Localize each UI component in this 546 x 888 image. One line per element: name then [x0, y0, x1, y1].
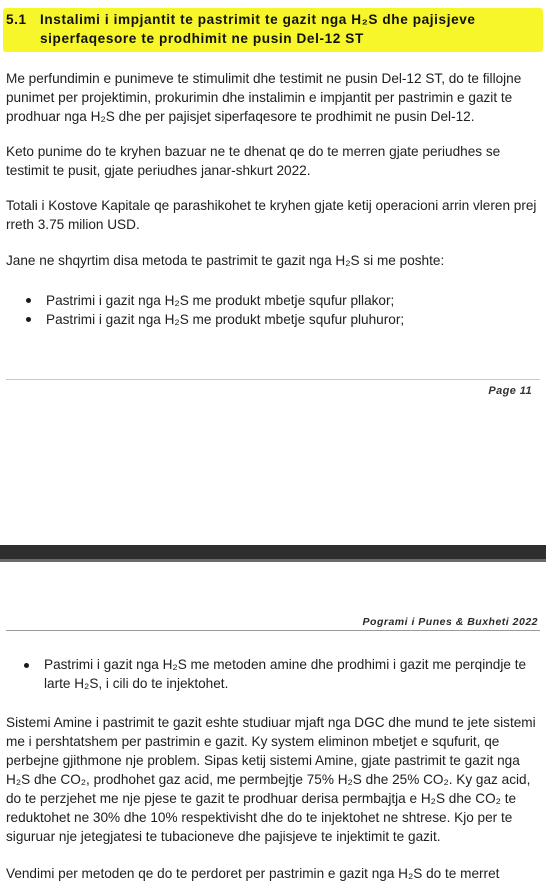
list-item: Pastrimi i gazit nga H₂S me produkt mbetje squfur pllakor; [22, 291, 532, 310]
page-gap [0, 545, 546, 559]
list-item: Pastrimi i gazit nga H₂S me metoden amine dhe prodhimi i gazit me perqindje te larte H₂S, i cili do te injektohet. [20, 655, 542, 693]
section-number: 5.1 [6, 12, 27, 27]
paragraph-amine-system: Sistemi Amine i pastrimit te gazit eshte studiuar mjaft nga DGC dhe mund te jete sistemi me i pershtatshem per pastrimin e gazit. Ky system eliminon mbetjet e squfurit, qe perbejne gjithmone nje problem. Sipas ketij sistemi Amine, gjate pastrimit te gazit nga H₂S dhe CO₂, prodhohet gaz acid, me permbejtje 75% H₂S dhe 25% CO₂. Ky gaz acid, do te perzjehet me nje pjese te gazit te prodhuar derisa permbajtja e H₂S dhe CO₂ te reduktohet ne 30% dhe 10% respektivisht dhe do te injektohet ne shtrese. Kjo per te siguruar nje jetegjatesi te tubacioneve dhe pajisjeve te injektimit te gazit. [6, 715, 536, 844]
header-divider [6, 630, 540, 631]
page-number: Page 11 [488, 385, 532, 397]
section-title-line2: siperfaqesore te prodhimit ne pusin Del-12 ST [40, 31, 364, 46]
document-page-2 [0, 562, 546, 888]
paragraph-methods-intro: Jane ne shqyrtim disa metoda te pastrimit te gazit nga H₂S si me poshte: [6, 253, 445, 268]
methods-list-continued [20, 655, 542, 693]
section-title-line1: Instalimi i impjantit te pastrimit te gazit nga H₂S dhe pajisjeve [40, 12, 476, 27]
footer-divider [6, 379, 540, 380]
paragraph-capital-costs: Totali i Kostove Kapitale qe parashikohet te kryhen gjate ketij operacioni arrin vleren prej rreth 3.75 milion USD. [6, 198, 537, 232]
list-item: Pastrimi i gazit nga H₂S me produkt mbetje squfur pluhuror; [22, 310, 532, 329]
paragraph-works-basis: Keto punime do te kryhen bazuar ne te dhenat qe do te merren gjate periudhes se testimit te pusit, gjate periudhes janar-shkurt 2022. [6, 144, 501, 178]
methods-list [22, 291, 532, 329]
section-heading [6, 10, 538, 48]
paragraph-decision: Vendimi per metoden qe do te perdoret per pastrimin e gazit nga H₂S do te merret [6, 866, 500, 881]
running-header: Pogrami i Punes & Buxheti 2022 [362, 616, 538, 628]
paragraph-completion: Me perfundimin e punimeve te stimulimit dhe testimit ne pusin Del-12 ST, do te fillojne punimet per projektimin, prokurimin dhe instalimin e impjantit per pastrimin e gazit te prodhuar nga H₂S dhe per pajisjet siperfaqesore te prodhimit ne pusin Del-12. [6, 71, 522, 124]
